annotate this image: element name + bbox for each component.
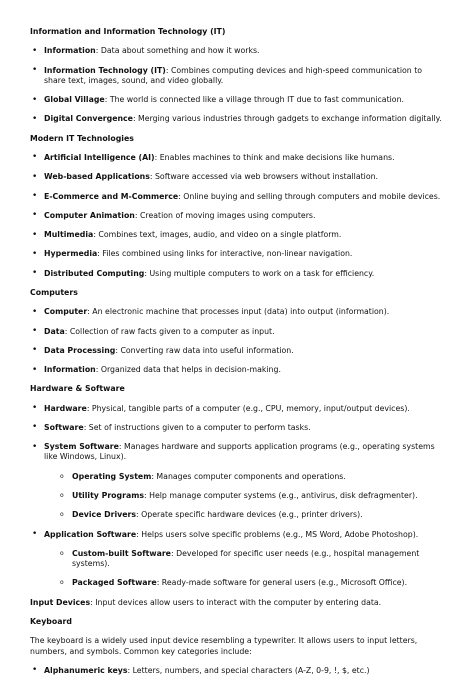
term: Digital Convergence xyxy=(44,114,133,124)
description: : Ready-made software for general users (e.g., Microsoft Office). xyxy=(156,578,408,588)
term: Hypermedia xyxy=(44,249,98,259)
term: Hardware xyxy=(44,403,87,413)
list-item xyxy=(30,95,444,105)
description: : Using multiple computers to work on a task for efficiency. xyxy=(144,268,375,278)
section-heading-hardware: Hardware & Software xyxy=(30,384,125,394)
term: Input Devices xyxy=(30,597,91,607)
term: Application Software xyxy=(44,529,137,539)
list-hardware xyxy=(30,404,444,589)
list-item xyxy=(30,423,444,433)
list-keyboard xyxy=(30,666,444,676)
term: Artificial Intelligence (AI) xyxy=(44,152,155,162)
keyboard-paragraph: The keyboard is a widely used input device resembling a typewriter. It allows users to input letters, numbers, and symbols. Common key categories include: xyxy=(30,636,418,656)
description: : Organized data that helps in decision-making. xyxy=(95,365,281,375)
term: E-Commerce and M-Commerce xyxy=(44,191,179,201)
list-item xyxy=(30,327,444,337)
term: Software xyxy=(44,422,84,432)
description: : Input devices allow users to interact with the computer by entering data. xyxy=(90,597,382,607)
term: Data xyxy=(44,326,65,336)
list-item xyxy=(30,346,444,356)
sub-list-item xyxy=(30,510,444,520)
description: : Helps users solve specific problems (e.g., MS Word, Adobe Photoshop). xyxy=(136,529,419,539)
list-it xyxy=(30,46,444,124)
description: : The world is connected like a village through IT due to fast communication. xyxy=(104,95,405,105)
section-heading-modern: Modern IT Technologies xyxy=(30,133,134,143)
description: : Set of instructions given to a computer to perform tasks. xyxy=(83,422,311,432)
sub-list-item xyxy=(30,472,444,482)
term: Information xyxy=(44,46,96,56)
description: : An electronic machine that processes input (data) into output (information). xyxy=(87,307,390,317)
list-item xyxy=(30,442,444,463)
description: : Letters, numbers, and special characters (A-Z, 0-9, !, $, etc.) xyxy=(127,665,370,675)
term: System Software xyxy=(44,442,119,452)
description: : Manages hardware and supports application programs (e.g., operating systems like Windows, Linux). xyxy=(44,442,435,462)
section-heading-keyboard: Keyboard xyxy=(30,617,72,626)
description: : Converting raw data into useful information. xyxy=(115,345,294,355)
description: : Developed for specific user needs (e.g., hospital management systems). xyxy=(72,548,420,569)
term: Packaged Software xyxy=(72,578,157,588)
list-item xyxy=(30,269,444,279)
term: Device Drivers xyxy=(72,510,136,520)
term: Multimedia xyxy=(44,230,94,240)
description: : Manages computer components and operations. xyxy=(151,471,346,481)
term: Computer Animation xyxy=(44,210,135,220)
list-item xyxy=(30,404,444,414)
sub-list-item xyxy=(30,549,444,570)
description: : Enables machines to think and make decisions like humans. xyxy=(154,152,395,162)
description: : Help manage computer systems (e.g., antivirus, disk defragmenter). xyxy=(143,491,418,501)
list-item xyxy=(30,192,444,202)
term: Custom-built Software xyxy=(72,548,171,558)
list-item xyxy=(30,307,444,317)
description: : Files combined using links for interactive, non-linear navigation. xyxy=(97,249,353,259)
description: : Operate specific hardware devices (e.g., printer drivers). xyxy=(136,510,363,520)
list-item xyxy=(30,530,444,540)
description: : Collection of raw facts given to a computer as input. xyxy=(64,326,275,336)
description: : Physical, tangible parts of a computer (e.g., CPU, memory, input/output devices). xyxy=(86,403,410,413)
list-item xyxy=(30,114,444,124)
term: Distributed Computing xyxy=(44,268,145,278)
description: : Creation of moving images using computers. xyxy=(134,210,316,220)
term: Global Village xyxy=(44,95,105,105)
list-item xyxy=(30,249,444,259)
list-item xyxy=(30,365,444,375)
term: Computer xyxy=(44,307,88,317)
list-item xyxy=(30,666,444,676)
term: Information xyxy=(44,365,96,375)
list-item xyxy=(30,211,444,221)
section-heading-computers: Computers xyxy=(30,287,78,297)
list-computers xyxy=(30,307,444,375)
list-item xyxy=(30,230,444,240)
sub-list-item xyxy=(30,578,444,588)
list-modern xyxy=(30,153,444,279)
sub-list-item xyxy=(30,491,444,501)
section-heading-it: Information and Information Technology (IT) xyxy=(30,27,226,36)
term: Operating System xyxy=(72,471,152,481)
description: : Combines computing devices and high-speed communication to share text, images, sound, and video globally. xyxy=(44,65,423,85)
description: : Software accessed via web browsers without installation. xyxy=(149,172,379,182)
term: Data Processing xyxy=(44,345,116,355)
description: : Data about something and how it works. xyxy=(95,46,260,56)
list-item xyxy=(30,153,444,163)
input-devices-paragraph xyxy=(30,598,444,608)
list-item xyxy=(30,172,444,182)
description: : Online buying and selling through computers and mobile devices. xyxy=(178,191,441,201)
term: Web-based Applications xyxy=(44,172,150,182)
term: Information Technology (IT) xyxy=(44,65,166,75)
list-item xyxy=(30,66,444,87)
term: Alphanumeric keys xyxy=(44,665,128,675)
list-item xyxy=(30,46,444,56)
term: Utility Programs xyxy=(72,491,144,501)
description: : Combines text, images, audio, and video on a single platform. xyxy=(93,230,342,240)
description: : Merging various industries through gadgets to exchange information digitally. xyxy=(132,114,442,124)
